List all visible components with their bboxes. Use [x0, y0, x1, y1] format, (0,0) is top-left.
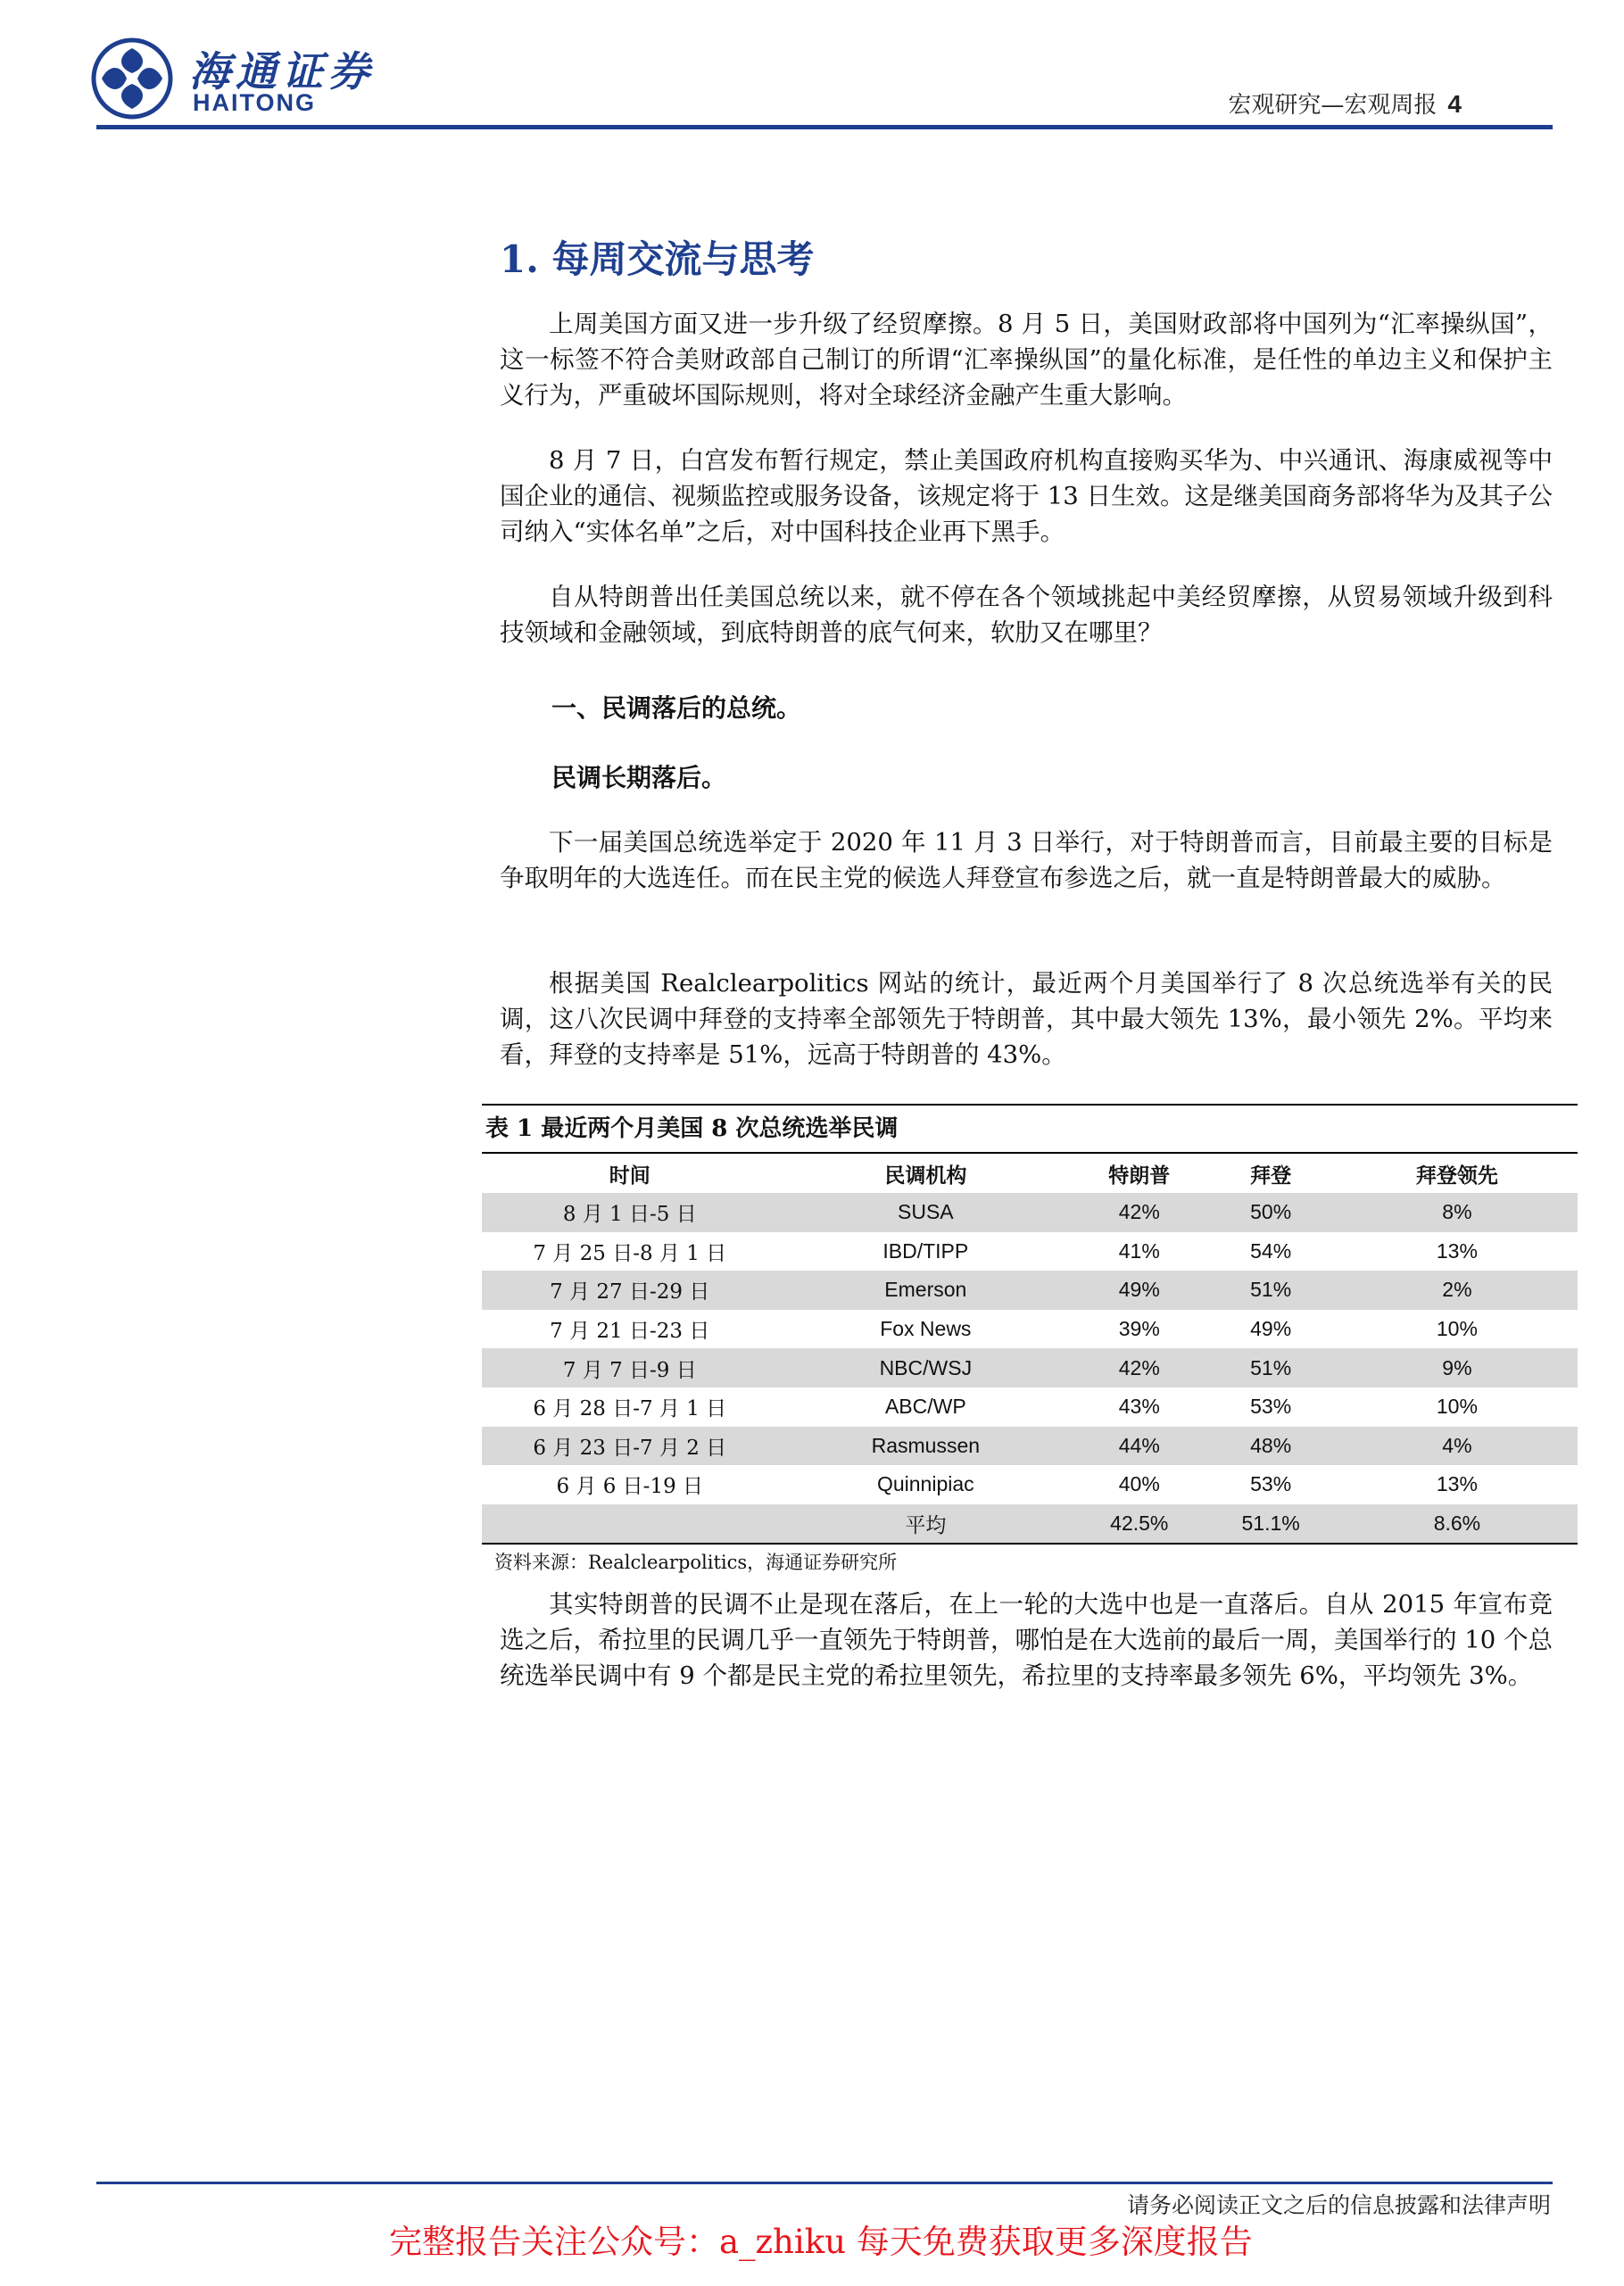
cell-average-trump: 42.5% — [1073, 1504, 1205, 1544]
cell-pollster: Rasmussen — [778, 1427, 1074, 1466]
logo-chinese-name: 海通证券 — [189, 47, 375, 95]
column-header-biden-lead: 拜登领先 — [1415, 1163, 1498, 1188]
column-header-trump: 特朗普 — [1108, 1163, 1171, 1188]
paragraph-4 — [500, 824, 1553, 896]
cell-pollster: SUSA — [778, 1193, 1074, 1232]
page-number: 4 — [1447, 90, 1462, 118]
cell-biden: 48% — [1205, 1427, 1336, 1466]
paragraph-6 — [500, 1586, 1553, 1694]
paragraph-text: 上周美国方面又进一步升级了经贸摩擦。8 月 5 日，美国财政部将中国列为“汇率操纵国”，这一标签不符合美财政部自己制订的所谓“汇率操纵国”的量化标准，是任性的单边主义和保护主义行为，严重破坏国际规则，将对全球经济金融产生重大影响。 — [500, 310, 1553, 410]
company-logo — [91, 34, 448, 123]
table-row — [482, 1310, 1578, 1349]
section-title: 1. 每周交流与思考 — [500, 237, 815, 281]
header-section-label — [1228, 87, 1462, 120]
cell-trump: 43% — [1118, 1395, 1160, 1419]
cell-trump: 39% — [1118, 1317, 1160, 1341]
paragraph-5 — [500, 965, 1553, 1073]
cell-trump: 49% — [1073, 1271, 1205, 1310]
cell-pollster: NBC/WSJ — [778, 1348, 1074, 1387]
paragraph-text: 8 月 7 日，白宫发布暂行规定，禁止美国政府机构直接购买华为、中兴通讯、海康威视等中国企业的通信、视频监控或服务设备，该规定将于 13 日生效。这是继美国商务部将华为及其子公司纳入“实体名单”之后，对中国科技企业再下黑手。 — [500, 446, 1553, 546]
cell-biden: 54% — [1250, 1238, 1292, 1263]
cell-trump: 41% — [1118, 1238, 1160, 1263]
cell-biden: 49% — [1250, 1317, 1292, 1341]
report-section: 宏观研究—宏观周报 — [1228, 92, 1438, 119]
column-header-date: 时间 — [609, 1163, 650, 1188]
cell-date: 8 月 1 日-5 日 — [482, 1193, 778, 1232]
cell-date: 7 月 7 日-9 日 — [482, 1348, 778, 1387]
cell-lead: 13% — [1436, 1238, 1478, 1263]
paragraph-text: 自从特朗普出任美国总统以来，就不停在各个领域挑起中美经贸摩擦，从贸易领域升级到科技领域和金融领域，到底特朗普的底气何来，软肋又在哪里？ — [500, 583, 1553, 647]
cell-biden: 53% — [1250, 1395, 1292, 1419]
cell-date: 7 月 21 日-23 日 — [550, 1320, 710, 1344]
cell-trump: 42% — [1073, 1193, 1205, 1232]
subsection-subheading: 民调长期落后。 — [551, 763, 727, 792]
cell-pollster: Fox News — [880, 1317, 972, 1341]
cell-lead: 13% — [1436, 1472, 1478, 1496]
poll-table — [482, 1104, 1578, 1575]
footer-disclaimer: 请务必阅读正文之后的信息披露和法律声明 — [1126, 2192, 1551, 2218]
table-row — [482, 1271, 1578, 1310]
column-header-biden: 拜登 — [1250, 1163, 1292, 1188]
cell-date: 6 月 28 日-7 月 1 日 — [533, 1397, 727, 1421]
cell-lead: 10% — [1436, 1317, 1478, 1341]
subsection-heading: 一、民调落后的总统。 — [551, 693, 802, 723]
table-row — [482, 1427, 1578, 1466]
promo-watermark: 完整报告关注公众号：a_zhiku 每天免费获取更多深度报告 — [389, 2223, 1253, 2261]
cell-biden: 51% — [1205, 1271, 1336, 1310]
table-row — [482, 1232, 1578, 1271]
paragraph-1 — [500, 306, 1553, 413]
cell-lead: 2% — [1337, 1271, 1578, 1310]
cell-pollster: Emerson — [778, 1271, 1074, 1310]
poll-data-table — [482, 1154, 1578, 1543]
table-row — [482, 1387, 1578, 1427]
paragraph-text: 下一届美国总统选举定于 2020 年 11 月 3 日举行，对于特朗普而言，目前最主要的目标是争取明年的大选连任。而在民主党的候选人拜登宣布参选之后，就一直是特朗普最大的威胁。 — [500, 828, 1553, 892]
table-header-row — [482, 1154, 1578, 1193]
cell-lead: 4% — [1337, 1427, 1578, 1466]
table-caption: 表 1 最近两个月美国 8 次总统选举民调 — [485, 1115, 899, 1142]
cell-trump: 40% — [1118, 1472, 1160, 1496]
cell-lead: 10% — [1436, 1395, 1478, 1419]
cell-date: 7 月 27 日-29 日 — [482, 1271, 778, 1310]
cell-trump: 44% — [1073, 1427, 1205, 1466]
haitong-logo-icon — [91, 37, 173, 120]
cell-pollster: Quinnipiac — [876, 1472, 974, 1496]
cell-average-lead: 8.6% — [1337, 1504, 1578, 1544]
table-row — [482, 1193, 1578, 1232]
cell-biden: 50% — [1205, 1193, 1336, 1232]
paragraph-2 — [500, 443, 1553, 550]
table-row — [482, 1465, 1578, 1504]
paragraph-text: 其实特朗普的民调不止是现在落后，在上一轮的大选中也是一直落后。自从 2015 年宣布竞选之后，希拉里的民调几乎一直领先于特朗普，哪怕是在大选前的最后一周，美国举行的 10 个总统选举民调中有 9 个都是民主党的希拉里领先，希拉里的支持率最多领先 6%，平均领先 3%。 — [500, 1590, 1553, 1690]
cell-trump: 42% — [1073, 1348, 1205, 1387]
cell-biden: 51% — [1205, 1348, 1336, 1387]
cell-date: 6 月 6 日-19 日 — [556, 1475, 704, 1499]
cell-average-blank — [482, 1504, 778, 1544]
cell-lead: 9% — [1337, 1348, 1578, 1387]
footer-divider — [96, 2182, 1553, 2184]
table-row — [482, 1348, 1578, 1387]
cell-lead: 8% — [1337, 1193, 1578, 1232]
cell-pollster: ABC/WP — [884, 1395, 966, 1419]
logo-english-name: HAITONG — [193, 89, 317, 116]
cell-average-biden: 51.1% — [1205, 1504, 1336, 1544]
table-average-row — [482, 1504, 1578, 1544]
cell-biden: 53% — [1250, 1472, 1292, 1496]
table-source: 资料来源：Realclearpolitics，海通证券研究所 — [494, 1552, 898, 1574]
cell-pollster: IBD/TIPP — [882, 1238, 969, 1263]
cell-date: 7 月 25 日-8 月 1 日 — [533, 1241, 727, 1265]
cell-average-label: 平均 — [778, 1504, 1074, 1544]
column-header-pollster: 民调机构 — [884, 1163, 967, 1188]
paragraph-3 — [500, 579, 1553, 650]
paragraph-text: 根据美国 Realclearpolitics 网站的统计，最近两个月美国举行了 8 次总统选举有关的民调，这八次民调中拜登的支持率全部领先于特朗普，其中最大领先 13%，最小领先 2%。平均来看，拜登的支持率是 51%，远高于特朗普的 43%。 — [500, 969, 1553, 1069]
header-divider — [96, 125, 1553, 129]
cell-date: 6 月 23 日-7 月 2 日 — [482, 1427, 778, 1466]
